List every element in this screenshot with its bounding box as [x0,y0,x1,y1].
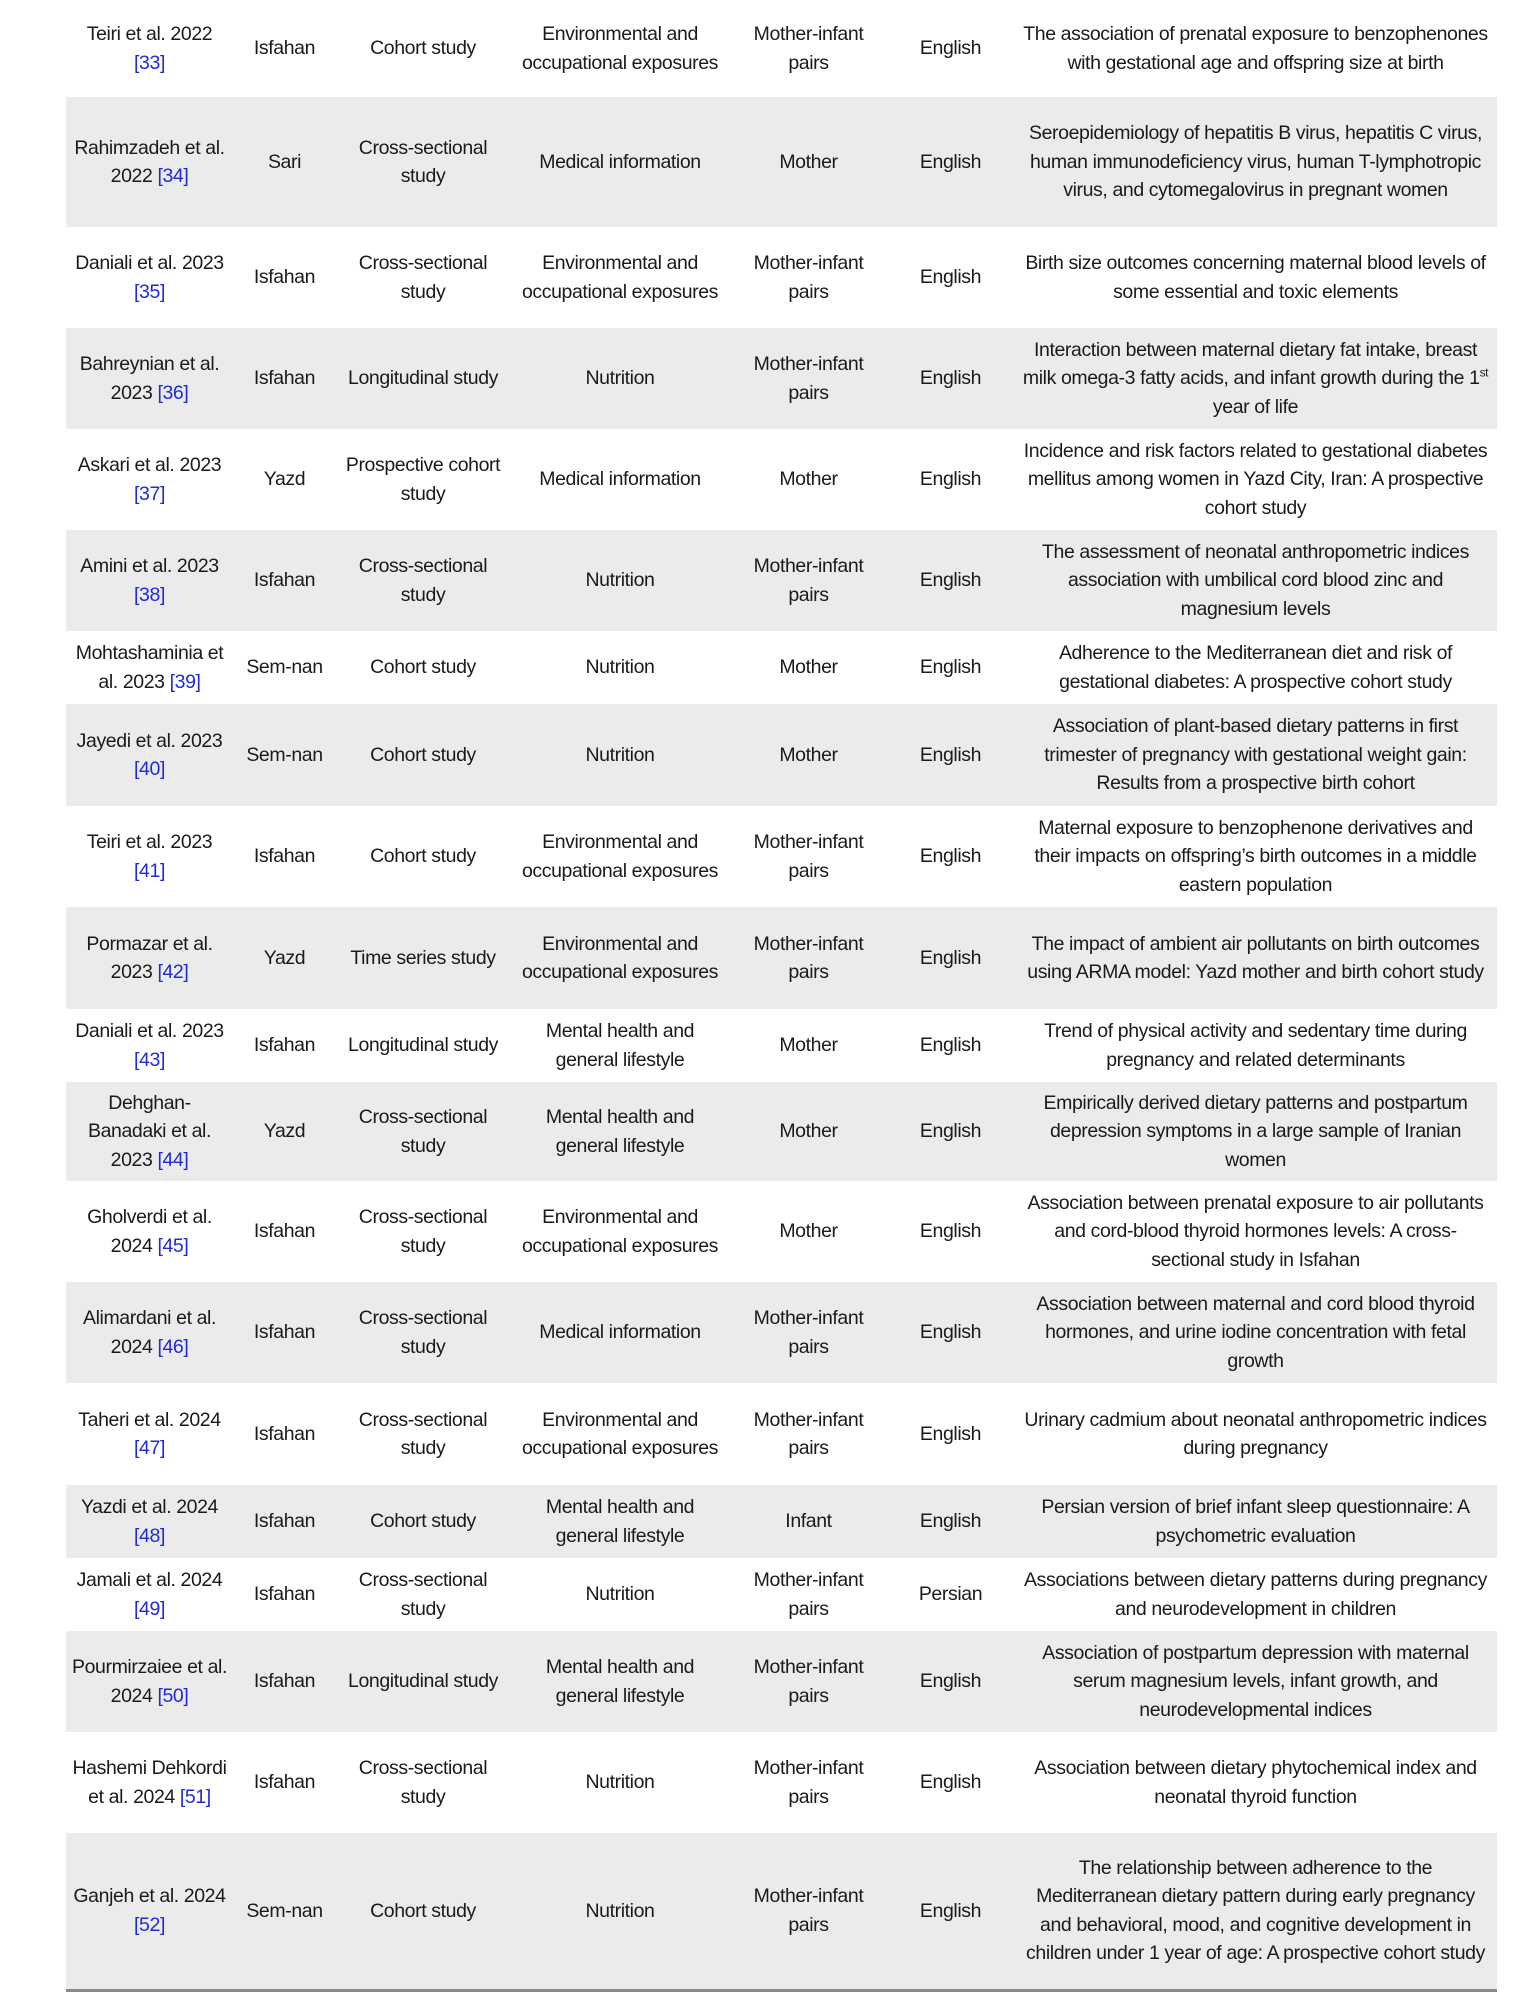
population-cell: Mother [730,1082,887,1181]
author-cell [66,1732,233,1833]
domain-cell: Mental health and general lifestyle [545,1020,695,1071]
author: Teiri et al. 2023 [86,831,213,853]
title: Associations between dietary patterns during pregnancy and neurodevelopment in children [1024,1569,1487,1620]
table-row [66,328,1497,429]
title-cell [1014,1631,1497,1732]
domain-cell: Mental health and general lifestyle [510,1631,730,1732]
title: Maternal exposure to benzophenone derivatives and their impacts on offspring’s birth outcomes in a middle eastern population [1034,816,1477,896]
language-cell: English [919,468,982,491]
title: The relationship between adherence to the Mediterranean dietary pattern during early pregnancy and behavioral, mood, and cognitive development in children under 1 year of age: A prospective cohort study [1026,1856,1485,1965]
study-design-cell: Cohort study [336,1833,510,1990]
domain-cell: Nutrition [510,704,730,806]
language-cell: English [887,1833,1014,1990]
title-cell [1014,907,1497,1009]
population-cell: Mother-infant pairs [730,530,887,631]
language-cell: English [919,845,982,868]
author-cell [66,429,233,530]
studies-table-body [66,0,1497,1990]
reference-link[interactable]: [35] [134,280,165,303]
reference-link[interactable]: [45] [157,1234,189,1257]
title: Interaction between maternal dietary fat intake, breast milk omega-3 fatty acids, and infant growth during the 1 [1022,338,1480,390]
title: Association between maternal and cord blood thyroid hormones, and urine iodine concentration with fetal growth [1036,1292,1475,1372]
reference-link[interactable]: [42] [157,961,189,983]
study-design-cell: Cross-sectional study [358,1206,488,1257]
population-cell: Mother-infant pairs [730,1833,887,1990]
title: Association between dietary phytochemical index and neonatal thyroid function [1034,1757,1477,1808]
city-cell: Sem-nan [233,704,336,806]
title-cell [1014,1082,1497,1181]
city-cell: Sari [233,97,336,227]
domain-cell: Mental health and general lifestyle [510,1485,730,1558]
reference-link[interactable]: [38] [134,583,165,606]
author-cell [66,1383,233,1485]
title: Seroepidemiology of hepatitis B virus, hepatitis C virus, human immunodeficiency virus, human T-lymphotropic virus, and cytomegalovirus in pregnant women [1028,122,1482,202]
title-cell [1014,1833,1497,1990]
language-cell: English [919,1034,982,1057]
author: Pourmirzaiee et al. 2024 [72,1656,227,1707]
population-cell: Mother-infant pairs [753,831,864,882]
title-rest: year of life [1212,395,1299,418]
author-cell [66,1833,233,1990]
study-design-cell: Time series study [336,907,510,1009]
language-cell: English [887,704,1014,806]
reference-link[interactable]: [34] [157,165,189,187]
author: Taheri et al. 2024 [78,1408,221,1431]
author: Dehghan-Banadaki et al. 2023 [87,1091,211,1171]
study-design-cell: Cross-sectional study [336,97,510,227]
city-cell: Isfahan [253,266,316,289]
population-cell: Mother-infant pairs [730,328,887,429]
population-cell: Mother [779,656,838,679]
table-row [66,1558,1497,1631]
author-cell [66,1631,233,1732]
table-row [66,1631,1497,1732]
domain-cell: Nutrition [510,328,730,429]
domain-cell: Nutrition [510,530,730,631]
title-cell [1014,1732,1497,1833]
domain-cell: Environmental and occupational exposures [521,252,719,303]
population-cell: Mother-infant pairs [753,1757,864,1808]
study-design-cell: Cohort study [370,656,476,679]
study-design-cell: Cohort study [336,704,510,806]
reference-link[interactable]: [39] [169,670,201,693]
population-cell: Mother [730,704,887,806]
study-design-cell: Prospective cohort study [345,454,501,505]
study-design-cell: Cross-sectional study [336,530,510,631]
reference-link[interactable]: [51] [179,1785,211,1808]
domain-cell: Environmental and occupational exposures [521,1408,719,1459]
title-cell [1014,1009,1497,1082]
author: Mohtashaminia et al. 2023 [75,642,224,693]
population-cell: Infant [730,1485,887,1558]
title-cell [1014,631,1497,704]
reference-link[interactable]: [40] [134,758,165,780]
reference-link[interactable]: [41] [134,859,165,882]
author: Ganjeh et al. 2024 [73,1885,226,1908]
city-cell: Sem-nan [233,1833,336,1990]
author: Pormazar et al. 2023 [86,932,213,983]
study-design-cell: Cross-sectional study [336,1082,510,1181]
reference-link[interactable]: [44] [157,1148,189,1171]
author: Daniali et al. 2023 [75,1020,224,1042]
city-cell: Isfahan [233,1282,336,1383]
table-row [66,631,1497,704]
table-row [66,1833,1497,1990]
studies-table [66,0,1497,1992]
city-cell: Isfahan [253,1220,316,1243]
title-cell [1014,97,1497,227]
city-cell: Isfahan [253,37,316,60]
city-cell: Isfahan [233,1631,336,1732]
study-design-cell: Cross-sectional study [358,1569,488,1620]
language-cell: Persian [918,1583,983,1606]
city-cell: Yazd [233,907,336,1009]
title: Association between prenatal exposure to air pollutants and cord-blood thyroid hormones levels: A cross-sectional study in Isfahan [1027,1191,1484,1271]
language-cell: English [919,656,982,679]
author: Hashemi Dehkordi et al. 2024 [72,1757,227,1808]
population-cell: Mother [779,1220,838,1243]
title-cell [1014,429,1497,530]
author-cell [66,1181,233,1282]
table-row [66,1732,1497,1833]
author: Askari et al. 2023 [77,454,222,476]
language-cell: English [919,266,982,289]
title: Birth size outcomes concerning maternal blood levels of some essential and toxic elements [1025,252,1486,303]
table-row [66,1485,1497,1558]
title: Adherence to the Mediterranean diet and risk of gestational diabetes: A prospective cohort study [1058,642,1453,693]
language-cell: English [887,907,1014,1009]
author-cell [66,1558,233,1631]
study-design-cell: Cross-sectional study [358,252,488,303]
author: Bahreynian et al. 2023 [79,353,220,404]
table-row [66,1082,1497,1181]
author-cell [66,328,233,429]
title: Incidence and risk factors related to gestational diabetes mellitus among women in Yazd City, Iran: A prospective cohort study [1023,439,1488,519]
reference-link[interactable]: [47] [134,1437,165,1459]
population-cell: Mother [779,468,838,491]
city-cell: Isfahan [253,1771,316,1794]
table-row [66,227,1497,328]
domain-cell: Environmental and occupational exposures [510,907,730,1009]
title-cell [1014,1181,1497,1282]
author: Gholverdi et al. 2024 [87,1206,212,1257]
author: Amini et al. 2023 [80,555,219,577]
table-row [66,704,1497,806]
city-cell: Isfahan [233,1485,336,1558]
author: Yazdi et al. 2024 [80,1496,219,1518]
city-cell: Isfahan [253,1034,316,1057]
population-cell: Mother-infant pairs [730,1631,887,1732]
domain-cell: Medical information [510,97,730,227]
reference-link[interactable]: [46] [157,1335,189,1358]
study-design-cell: Cohort study [336,1485,510,1558]
language-cell: English [887,1631,1014,1732]
author-cell [66,1082,233,1181]
language-cell: English [919,37,982,60]
study-design-cell: Longitudinal study [348,1034,498,1057]
reference-link[interactable]: [33] [134,51,165,74]
city-cell: Isfahan [233,328,336,429]
language-cell: English [887,1282,1014,1383]
city-cell: Isfahan [253,845,316,868]
title-cell [1014,328,1497,429]
title-cell [1014,1558,1497,1631]
author-cell [66,1282,233,1383]
population-cell: Mother [779,1034,838,1057]
domain-cell: Nutrition [585,656,655,679]
reference-link[interactable]: [48] [134,1524,165,1547]
reference-link[interactable]: [52] [134,1913,165,1936]
table-row [66,806,1497,907]
domain-cell: Nutrition [585,1771,655,1794]
author: Daniali et al. 2023 [75,252,224,274]
city-cell: Isfahan [253,1583,316,1606]
title: Urinary cadmium about neonatal anthropometric indices during pregnancy [1024,1408,1487,1459]
author-cell [66,806,233,907]
domain-cell: Environmental and occupational exposures [521,831,719,882]
title-cell [1014,704,1497,806]
language-cell: English [887,97,1014,227]
author-cell [66,227,233,328]
domain-cell: Medical information [539,468,701,491]
author-cell [66,1485,233,1558]
reference-link[interactable]: [36] [157,381,189,404]
title: Persian version of brief infant sleep questionnaire: A psychometric evaluation [1041,1496,1470,1547]
reference-link[interactable]: [43] [134,1048,165,1071]
domain-cell: Medical information [510,1282,730,1383]
table-row [66,429,1497,530]
title: The assessment of neonatal anthropometric indices association with umbilical cord blood zinc and magnesium levels [1042,540,1469,620]
title-cell [1014,806,1497,907]
city-cell: Yazd [233,1082,336,1181]
reference-link[interactable]: [37] [134,482,165,505]
title: The impact of ambient air pollutants on birth outcomes using ARMA model: Yazd mother and birth cohort study [1027,932,1484,983]
language-cell: English [887,1485,1014,1558]
population-cell: Mother-infant pairs [730,1282,887,1383]
title: Trend of physical activity and sedentary time during pregnancy and related determinants [1044,1020,1467,1071]
table-row [66,530,1497,631]
table-row [66,907,1497,1009]
title-cell [1014,0,1497,97]
table-row [66,1009,1497,1082]
language-cell: English [887,530,1014,631]
study-design-cell: Cross-sectional study [358,1408,488,1459]
author: Jayedi et al. 2023 [76,729,223,752]
author-cell [66,1009,233,1082]
domain-cell: Nutrition [510,1833,730,1990]
title: Association of plant-based dietary patterns in first trimester of pregnancy with gestational weight gain: Results from a prospective birth cohort [1044,715,1467,795]
author: Rahimzadeh et al. 2022 [74,136,225,187]
population-cell: Mother-infant pairs [753,23,864,74]
table-row [66,97,1497,227]
city-cell: Yazd [263,468,306,491]
author: Alimardani et al. 2024 [82,1307,216,1358]
author-cell [66,704,233,806]
author-cell [66,907,233,1009]
table-row [66,1282,1497,1383]
language-cell: English [919,1771,982,1794]
study-design-cell: Cohort study [370,37,476,60]
title-cell [1014,1282,1497,1383]
reference-link[interactable]: [50] [157,1684,189,1707]
domain-cell: Environmental and occupational exposures [521,1206,719,1257]
study-design-cell: Longitudinal study [336,328,510,429]
author-cell [66,0,233,97]
title-cell [1014,530,1497,631]
city-cell: Sem-nan [246,656,323,679]
title-cell [1014,1383,1497,1485]
author-cell [66,97,233,227]
language-cell: English [919,1220,982,1243]
study-design-cell: Cross-sectional study [358,1757,488,1808]
table-row [66,0,1497,97]
title: Association of postpartum depression with maternal serum magnesium levels, infant growth, and neurodevelopmental indices [1042,1641,1469,1721]
title-cell [1014,1485,1497,1558]
population-cell: Mother-infant pairs [753,252,864,303]
domain-cell: Environmental and occupational exposures [521,23,719,74]
domain-cell: Mental health and general lifestyle [510,1082,730,1181]
population-cell: Mother-infant pairs [753,1569,864,1620]
population-cell: Mother [730,97,887,227]
title: Empirically derived dietary patterns and postpartum depression symptoms in a large sample of Iranian women [1043,1091,1468,1171]
language-cell: English [887,1082,1014,1181]
table-row [66,1383,1497,1485]
author: Teiri et al. 2022 [86,23,213,45]
language-cell: English [887,328,1014,429]
study-design-cell: Longitudinal study [336,1631,510,1732]
city-cell: Isfahan [233,530,336,631]
population-cell: Mother-infant pairs [730,907,887,1009]
study-design-cell: Cross-sectional study [336,1282,510,1383]
author-cell [66,530,233,631]
title-superscript: st [1479,365,1489,380]
language-cell: English [919,1422,982,1445]
city-cell: Isfahan [253,1422,316,1445]
reference-link[interactable]: [49] [134,1597,165,1620]
population-cell: Mother-infant pairs [753,1408,864,1459]
author-cell [66,631,233,704]
title: The association of prenatal exposure to benzophenones with gestational age and offspring size at birth [1023,23,1488,74]
domain-cell: Nutrition [585,1583,655,1606]
table-row [66,1181,1497,1282]
author: Jamali et al. 2024 [76,1569,223,1591]
title-cell [1014,227,1497,328]
study-design-cell: Cohort study [370,845,476,868]
